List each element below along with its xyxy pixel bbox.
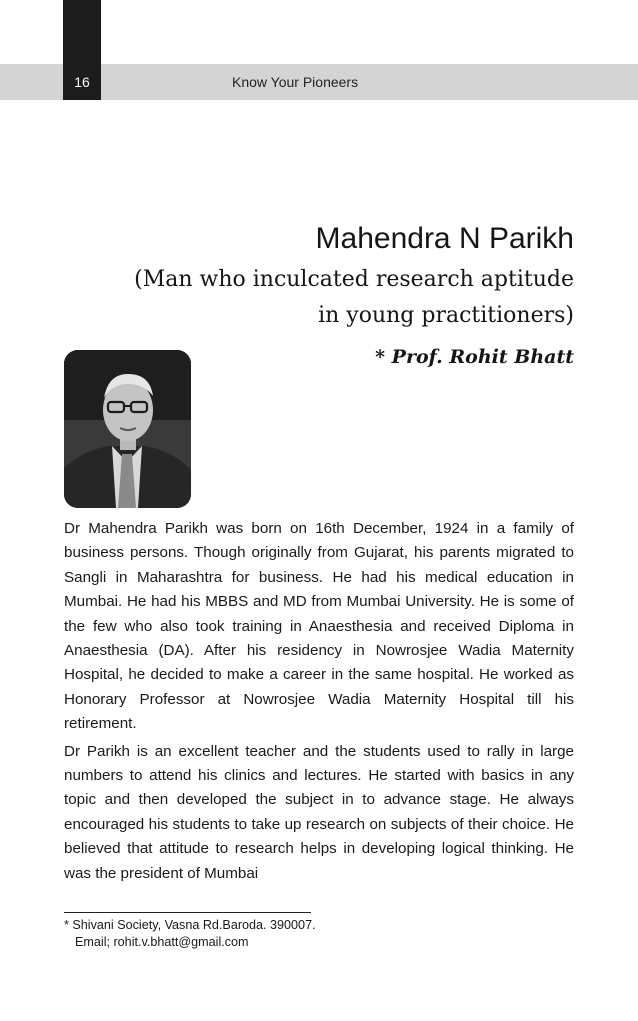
footnote-rule [64, 912, 311, 913]
article-subtitle [54, 262, 574, 334]
subtitle-line-2: in young practitioners) [318, 303, 574, 328]
article-title: Mahendra N Parikh [315, 222, 574, 255]
body-paragraph: Dr Parikh is an excellent teacher and the students used to rally in large numbers to attend his clinics and lectures. He started with basics in any topic and then developed the subject in to advance stage. He always encouraged his students to take up research on subjects of their choice. He believed that attitude to research helps in developing logical thinking. He was the president of Mumbai [64, 742, 574, 882]
body-paragraph: Dr Mahendra Parikh was born on 16th December, 1924 in a family of business persons. Though originally from Gujarat, his parents migrated to Sangli in Maharashtra for business. He had his medical education in Mumbai. He had his MBBS and MD from Mumbai University. He is some of the few who also took training in Anaesthesia and received Diploma in Anaesthesia (DA). After his residency in Nowrosjee Wadia Maternity Hospital, he decided to make a career in the same hospital. He worked as Honorary Professor at Nowrosjee Wadia Maternity Hospital till his retirement. [64, 520, 574, 733]
footnote-email: Email; rohit.v.bhatt@gmail.com [75, 935, 249, 949]
running-head: Know Your Pioneers [232, 74, 359, 90]
page-number: 16 [63, 64, 101, 100]
footnote-address: * Shivani Society, Vasna Rd.Baroda. 390007. [64, 918, 316, 932]
portrait-photo [64, 350, 191, 508]
footnote [64, 917, 584, 951]
subtitle-line-1: (Man who inculcated research aptitude [134, 267, 574, 292]
author-byline: * Prof. Rohit Bhatt [375, 346, 574, 368]
portrait-illustration [64, 350, 191, 508]
header-tab [63, 0, 101, 64]
article-body [64, 517, 574, 889]
